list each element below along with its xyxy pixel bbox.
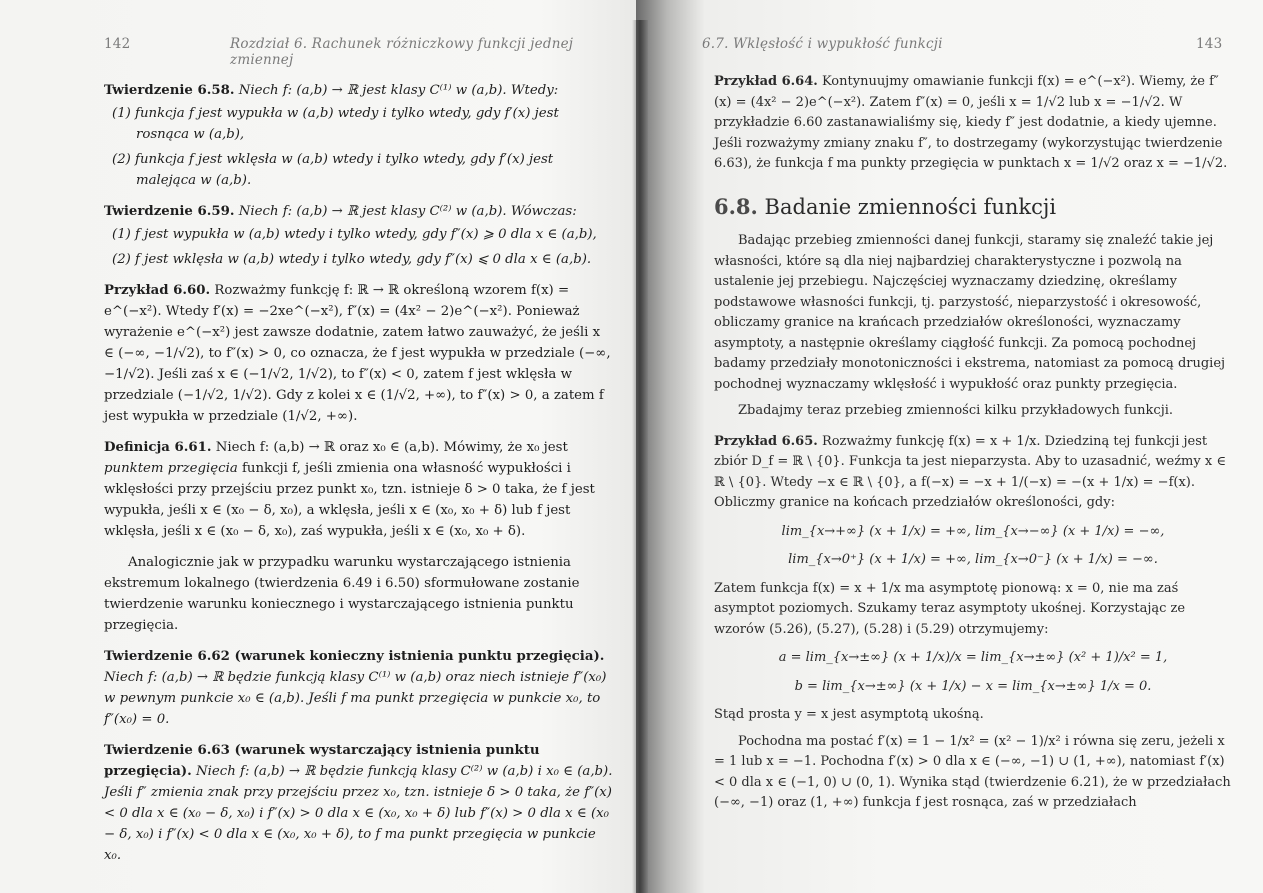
theorem-intro: Niech f: (a,b) → ℝ jest klasy C⁽¹⁾ w (a,b). Wtedy: bbox=[238, 83, 559, 98]
running-header-left: Rozdział 6. Rachunek różniczkowy funkcji jednej zmiennej bbox=[230, 36, 574, 68]
analogy-paragraph: Analogicznie jak w przypadku warunku wystarczającego istnienia ekstremum lokalnego (twierdzenia 6.49 i 6.50) sformułowane zostanie twierdzenie warunku koniecznego i wystarczającego istnienia punktu przegięcia. bbox=[104, 555, 580, 633]
theorem-text: Niech f: (a,b) → ℝ będzie funkcją klasy C⁽²⁾ w (a,b) i x₀ ∈ (a,b). Jeśli f″ zmienia znak przy przejściu przez x₀, tzn. istnieje δ > 0 taka, że f″(x) < 0 dla x ∈ (x₀ − δ, x₀) i f″(x) > 0 dla x ∈ (x₀, x₀ + δ) lub f″(x) > 0 dla x ∈ (x₀ − δ, x₀) i f″(x) < 0 dla x ∈ (x₀, x₀ + δ), to f ma punkt przegięcia w punkcie x₀. bbox=[104, 764, 613, 863]
section-number: 6.8. bbox=[714, 193, 758, 219]
theorem-item: (2) funkcja f jest wklęsła w (a,b) wtedy i tylko wtedy, gdy f′(x) jest malejąca w (a,b). bbox=[112, 152, 554, 188]
definition-label: Definicja 6.61. bbox=[104, 440, 212, 455]
section-heading bbox=[714, 193, 1232, 219]
right-page bbox=[636, 0, 1263, 893]
definition-term: punktem przegięcia bbox=[104, 461, 238, 476]
definition-6-61 bbox=[104, 437, 614, 542]
example-label: Przykład 6.60. bbox=[104, 283, 211, 298]
theorem-text: Niech f: (a,b) → ℝ będzie funkcją klasy C⁽¹⁾ w (a,b) oraz niech istnieje f″(x₀) w pewnym punkcie x₀ ∈ (a,b). Jeśli f ma punkt przegięcia w punkcie x₀, to f″(x₀) = 0. bbox=[104, 670, 607, 727]
theorem-6-63 bbox=[104, 740, 614, 866]
running-header-right: 6.7. Wklęsłość i wypukłość funkcji bbox=[702, 36, 943, 52]
right-page-body bbox=[714, 72, 1232, 820]
left-page-body bbox=[104, 80, 614, 872]
example-label: Przykład 6.65. bbox=[714, 433, 818, 449]
theorem-6-58 bbox=[104, 80, 614, 191]
limits-formula-2: lim_{x→0⁺} (x + 1/x) = +∞, lim_{x→0⁻} (x + 1/x) = −∞. bbox=[788, 552, 1158, 567]
theorem-6-62 bbox=[104, 646, 614, 730]
example-6-65 bbox=[714, 432, 1232, 514]
section-intro-2: Zbadajmy teraz przebieg zmienności kilku przykładowych funkcji. bbox=[738, 403, 1174, 418]
formula-a: a = lim_{x→±∞} (x + 1/x)/x = lim_{x→±∞} (x² + 1)/x² = 1, bbox=[778, 650, 1168, 665]
theorem-item: (2) f jest wklęsła w (a,b) wtedy i tylko wtedy, gdy f″(x) ⩽ 0 dla x ∈ (a,b). bbox=[112, 252, 592, 267]
page-number-left: 142 bbox=[104, 36, 131, 52]
theorem-label: Twierdzenie 6.59. bbox=[104, 204, 235, 219]
example-6-60 bbox=[104, 280, 614, 427]
asymptote-paragraph: Zatem funkcja f(x) = x + 1/x ma asymptotę pionową: x = 0, nie ma zaś asymptot poziomych. Szukamy teraz asymptoty ukośnej. Korzystając ze wzorów (5.26), (5.27), (5.28) i (5.29) otrzymujemy: bbox=[714, 580, 1186, 637]
theorem-label: Twierdzenie 6.58. bbox=[104, 83, 235, 98]
definition-text: Niech f: (a,b) → ℝ oraz x₀ ∈ (a,b). Mówimy, że x₀ jest bbox=[215, 440, 568, 455]
example-text: Rozważmy funkcję f: ℝ → ℝ określoną wzorem f(x) = e^(−x²). Wtedy f′(x) = −2xe^(−x²), f″(x) = (4x² − 2)e^(−x²). Ponieważ wyrażenie e^(−x²) jest zawsze dodatnie, zatem łatwo zauważyć, że jeśli x ∈ (−∞, −1/√2), to f″(x) > 0, co oznacza, że f jest wypukła w przedziale (−∞, −1/√2). Jeśli zaś x ∈ (−1/√2, 1/√2), to f″(x) < 0, zatem f jest wklęsła w przedziale (−1/√2, 1/√2). Gdy z kolei x ∈ (1/√2, +∞), to f″(x) > 0, a zatem f jest wypukła w przedziale (1/√2, +∞). bbox=[104, 283, 611, 424]
definition-text: funkcji f, jeśli zmienia ona własność wypukłości i wklęsłości przy przejściu przez punkt x₀, tzn. istnieje δ > 0 taka, że f jest wypukła, jeśli x ∈ (x₀ − δ, x₀), a wklęsła, jeśli x ∈ (x₀, x₀ + δ) lub f jest wklęsła, jeśli x ∈ (x₀ − δ, x₀), zaś wypukła, jeśli x ∈ (x₀, x₀ + δ). bbox=[104, 461, 595, 539]
formula-b: b = lim_{x→±∞} (x + 1/x) − x = lim_{x→±∞} 1/x = 0. bbox=[794, 678, 1152, 694]
theorem-6-59 bbox=[104, 201, 614, 270]
theorem-item: (1) f jest wypukła w (a,b) wtedy i tylko wtedy, gdy f″(x) ⩾ 0 dla x ∈ (a,b), bbox=[112, 227, 597, 242]
theorem-intro: Niech f: (a,b) → ℝ jest klasy C⁽²⁾ w (a,b). Wówczas: bbox=[238, 204, 577, 219]
theorem-label: Twierdzenie 6.63 (warunek wystarczający istnienia punktu przegięcia). bbox=[104, 743, 540, 779]
book-spine-shadow bbox=[632, 20, 648, 893]
example-6-64 bbox=[714, 72, 1232, 175]
example-text: Kontynuujmy omawianie funkcji f(x) = e^(−x²). Wiemy, że f″(x) = (4x² − 2)e^(−x²). Zatem f″(x) = 0, jeśli x = 1/√2 lub x = −1/√2. W przykładzie 6.60 zastanawialiśmy się, kiedy f″ jest dodatnie, a kiedy ujemne. Jeśli rozważymy zmiany znaku f″, to dostrzegamy (wykorzystując twierdzenie 6.63), że funkcja f ma punkty przegięcia w punktach x = 1/√2 oraz x = −1/√2. bbox=[714, 74, 1228, 171]
section-intro: Badając przebieg zmienności danej funkcji, staramy się znaleźć takie jej własności, które są dla niej najbardziej charakterystyczne i pozwolą na ustalenie jej przebiegu. Najczęściej wyznaczamy dziedzinę, określamy podstawowe własności funkcji, tj. parzystość, nieparzystość i okresowość, obliczamy granice na krańcach przedziałów określoności, wyznaczamy asymptoty, a następnie określamy ciągłość funkcji. Za pomocą pochodnej badamy przedziały monotoniczności i ekstrema, natomiast za pomocą drugiej pochodnej wyznaczamy wklęsłość i wypukłość oraz punkty przegięcia. bbox=[714, 233, 1226, 392]
conclusion-line: Stąd prosta y = x jest asymptotą ukośną. bbox=[714, 707, 984, 722]
example-text: Rozważmy funkcję f(x) = x + 1/x. Dziedziną tej funkcji jest zbiór D_f = ℝ \ {0}. Funkcja ta jest nieparzysta. Aby to uzasadnić, weźmy x ∈ ℝ \ {0}. Wtedy −x ∈ ℝ \ {0}, a f(−x) = −x + 1/(−x) = −(x + 1/x) = −f(x). Obliczmy granice na końcach przedziałów określoności, gdy: bbox=[714, 433, 1226, 510]
example-label: Przykład 6.64. bbox=[714, 74, 818, 89]
page-number-right: 143 bbox=[1196, 36, 1223, 52]
derivative-paragraph: Pochodna ma postać f′(x) = 1 − 1/x² = (x² − 1)/x² i równa się zeru, jeżeli x = 1 lub x = −1. Pochodna f′(x) > 0 dla x ∈ (−∞, −1) ∪ (1, +∞), natomiast f′(x) < 0 dla x ∈ (−1, 0) ∪ (0, 1). Wynika stąd (twierdzenie 6.21), że w przedziałach (−∞, −1) oraz (1, +∞) funkcja f jest rosnąca, zaś w przedziałach bbox=[714, 733, 1231, 810]
limits-formula-1: lim_{x→+∞} (x + 1/x) = +∞, lim_{x→−∞} (x + 1/x) = −∞, bbox=[781, 523, 1165, 539]
section-title: Badanie zmienności funkcji bbox=[764, 194, 1057, 219]
theorem-label: Twierdzenie 6.62 (warunek konieczny istnienia punktu przegięcia). bbox=[104, 649, 605, 664]
theorem-item: (1) funkcja f jest wypukła w (a,b) wtedy i tylko wtedy, gdy f′(x) jest rosnąca w (a,b), bbox=[112, 106, 559, 142]
